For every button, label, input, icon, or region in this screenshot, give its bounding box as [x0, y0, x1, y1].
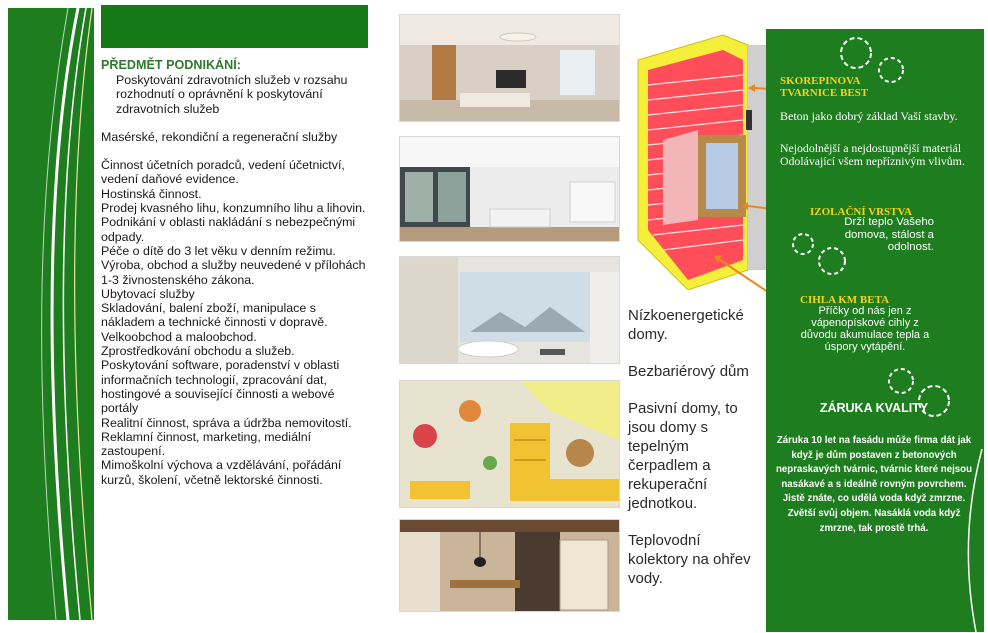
- shell-label: SKOREPINOVA TVARNICE BEST: [780, 75, 869, 99]
- photo-living-room: [399, 14, 620, 122]
- photo-kids-room: [399, 380, 620, 508]
- gear-icon: [834, 31, 878, 75]
- services-heading: PŘEDMĚT PODNIKÁNÍ:: [101, 58, 241, 72]
- service-item: Reklamní činnost, marketing, mediální zastoupení.: [101, 429, 312, 459]
- service-item: Prodej kvasného lihu, konzumního lihu a lihovin.: [101, 201, 366, 216]
- services-intro: Poskytování zdravotních služeb v rozsahu rozhodnutí o oprávnění k poskytování zdravotních služeb: [116, 73, 348, 116]
- shell-text-1: Beton jako dobrý základ Vaší stavby.: [780, 109, 958, 123]
- left-decor-panel: [8, 8, 94, 620]
- brick-text: Příčky od nás jen z vápenopískové cihly z důvodu akumulace tepla a úspory vytápění.: [800, 305, 930, 353]
- service-item: Zprostředkování obchodu a služeb.: [101, 344, 295, 359]
- guarantee-body: Záruka 10 let na fasádu může firma dát jak když je dům postaven z betonových nepraskavých tvárnic, tvárnic které nejsou nasákavé a s ideálně rovným povrchem. Jistě znáte, co udělá voda když zmrzne. Zvětší svůj objem. Nasáklá voda když zmrzne, tak prostě trhá.: [776, 435, 972, 534]
- brick-label: CIHLA KM BETA: [800, 294, 890, 306]
- service-item: Hostinská činnost.: [101, 186, 202, 201]
- service-item: Činnost účetních poradců, vedení účetnictví, vedení daňové evidence.: [101, 158, 345, 187]
- top-banner: [101, 5, 368, 48]
- gear-icon: [814, 243, 850, 279]
- photo-bathroom-view: [399, 256, 620, 364]
- right-info-panel: [766, 29, 984, 632]
- service-item: Podnikání v oblasti nakládání s nebezpečnými odpady.: [101, 215, 356, 244]
- service-item: Péče o dítě do 3 let věku v denním režimu.: [101, 243, 336, 258]
- features-list: [628, 306, 763, 606]
- insulation-text: Drží teplo Vašeho domova, stálost a odolnost.: [844, 216, 934, 253]
- feature-barrierfree: Bezbariérový dům: [628, 363, 749, 380]
- feature-lowenergy: Nízkoenergetické domy.: [628, 307, 744, 343]
- service-item: Mimoškolní výchova a vzdělávání, pořádání kurzů, školení, včetně lektorské činnosti.: [101, 458, 342, 487]
- services-massage: Masérské, rekondiční a regenerační služby: [101, 129, 338, 144]
- shell-text-2: Nejodolnější a nejdostupnější materiál Odolávající všem nepříznivým vlivům.: [780, 141, 965, 168]
- swoosh-lines-decor: [8, 8, 94, 620]
- service-item: Ubytovací služby: [101, 286, 195, 301]
- guarantee-title: ZÁRUKA KVALITY: [819, 401, 929, 415]
- service-item: Realitní činnost, správa a údržba nemovitostí.: [101, 415, 352, 430]
- service-item: Skladování, balení zboží, manipulace s nákladem a technické činnosti v dopravě.: [101, 301, 328, 330]
- insulation-label: IZOLAČNÍ VRSTVA: [810, 206, 912, 218]
- swoosh-lines-decor: [956, 449, 984, 632]
- service-item: Velkoobchod a maloobchod.: [101, 329, 257, 344]
- photo-dining-room: [399, 519, 620, 612]
- photo-white-hall: [399, 136, 620, 242]
- service-item: Výroba, obchod a služby neuvedené v přílohách 1-3 živnostenského zákona.: [101, 258, 366, 287]
- service-item: Poskytování software, poradenství v oblasti informačních technologií, zpracování dat, hostingové a související činnosti a webové portály: [101, 358, 340, 416]
- feature-collectors: Teplovodní kolektory na ohřev vody.: [628, 532, 751, 587]
- services-section: [101, 58, 373, 487]
- gear-icon: [884, 364, 918, 398]
- feature-passive: Pasivní domy, to jsou domy s tepelným čerpadlem a rekuperační jednotkou.: [628, 400, 738, 512]
